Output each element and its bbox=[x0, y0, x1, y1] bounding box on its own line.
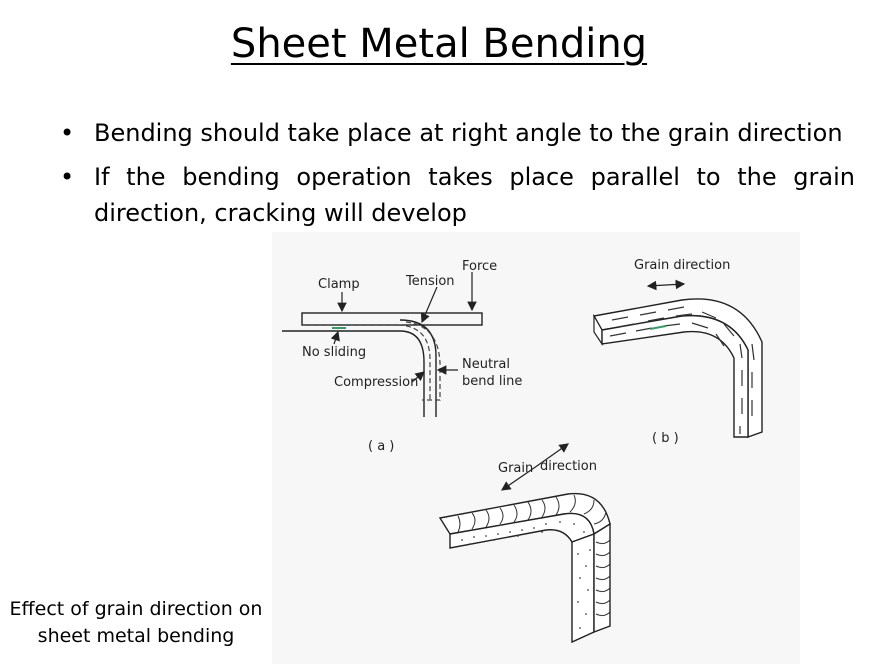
bullet-marker: • bbox=[60, 163, 75, 191]
bullet-list bbox=[60, 115, 855, 239]
panel-b-caption: ( b ) bbox=[652, 431, 679, 446]
bend-line-label: bend line bbox=[462, 374, 523, 389]
bending-figure bbox=[272, 232, 800, 664]
bending-figure-svg bbox=[272, 232, 800, 664]
bullet-text: If the bending operation takes place parallel to the grain direction, cracking will develop bbox=[94, 163, 855, 227]
slide-title-text: Sheet Metal Bending bbox=[230, 21, 648, 67]
tension-label: Tension bbox=[406, 274, 455, 289]
bullet-marker: • bbox=[60, 119, 75, 147]
bullet-item bbox=[60, 115, 855, 151]
neutral-label: Neutral bbox=[462, 357, 510, 372]
bullet-item bbox=[60, 159, 855, 231]
no-sliding-label: No sliding bbox=[302, 345, 367, 360]
force-label: Force bbox=[462, 259, 498, 274]
figure-caption: Effect of grain direction on sheet metal bending bbox=[9, 598, 263, 647]
clamp-label: Clamp bbox=[318, 277, 360, 292]
grain-direction-label-b: Grain direction bbox=[634, 258, 731, 273]
panel-a-caption: ( a ) bbox=[368, 439, 395, 454]
panel-b-diagram bbox=[594, 284, 762, 437]
direction-label-c: direction bbox=[540, 459, 597, 474]
compression-label: Compression bbox=[334, 375, 419, 390]
grain-label-c: Grain bbox=[498, 461, 534, 476]
bullet-text: Bending should take place at right angle to the grain direction bbox=[94, 119, 843, 147]
slide-title bbox=[0, 18, 878, 70]
